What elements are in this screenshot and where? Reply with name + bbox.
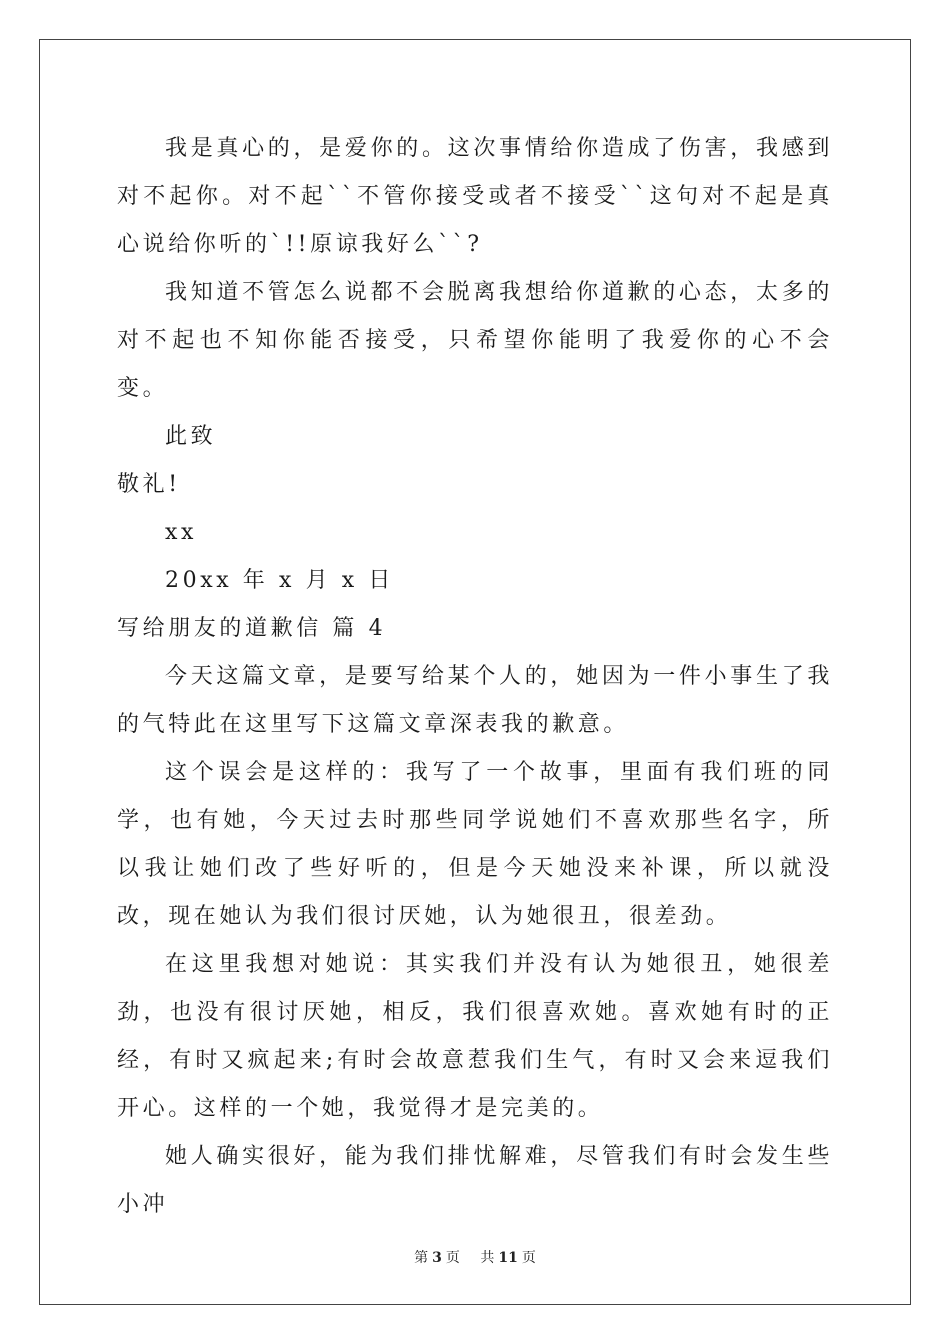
section-heading: 写给朋友的道歉信 篇 4 (117, 616, 387, 641)
document-body (117, 125, 833, 1229)
signature-name: xx (165, 520, 198, 545)
total-suffix: 页 (521, 1250, 536, 1266)
page-prefix: 第 (414, 1250, 429, 1266)
paragraph: 她人确实很好，能为我们排忧解难，尽管我们有时会发生些小冲 (117, 1144, 833, 1217)
signature-date: 20xx 年 x 月 x 日 (165, 568, 394, 593)
page-footer (0, 1247, 950, 1267)
paragraph: 我是真心的，是爱你的。这次事情给你造成了伤害，我感到对不起你。对不起``不管你接受或者不接受``这句对不起是真心说给你听的`!!原谅我好么``? (117, 136, 833, 257)
total-number: 11 (498, 1250, 518, 1266)
paragraph: 今天这篇文章，是要写给某个人的，她因为一件小事生了我的气特此在这里写下这篇文章深表我的歉意。 (117, 664, 833, 737)
salutation: 敬礼! (117, 472, 181, 497)
total-prefix: 共 (480, 1250, 495, 1266)
page-number: 3 (432, 1250, 442, 1266)
total-indicator (476, 1250, 539, 1266)
paragraph: 我知道不管怎么说都不会脱离我想给你道歉的心态，太多的对不起也不知你能否接受，只希望你能明了我爱你的心不会变。 (117, 280, 833, 401)
paragraph: 这个误会是这样的：我写了一个故事，里面有我们班的同学，也有她，今天过去时那些同学说她们不喜欢那些名字，所以我让她们改了些好听的，但是今天她没来补课，所以就没改，现在她认为我们很讨厌她，认为她很丑，很差劲。 (117, 760, 833, 929)
closing-phrase: 此致 (165, 424, 217, 449)
page-suffix: 页 (445, 1250, 460, 1266)
page-indicator (410, 1250, 464, 1266)
paragraph: 在这里我想对她说：其实我们并没有认为她很丑，她很差劲，也没有很讨厌她，相反，我们很喜欢她。喜欢她有时的正经，有时又疯起来;有时会故意惹我们生气，有时又会来逗我们开心。这样的一个她，我觉得才是完美的。 (117, 952, 833, 1121)
